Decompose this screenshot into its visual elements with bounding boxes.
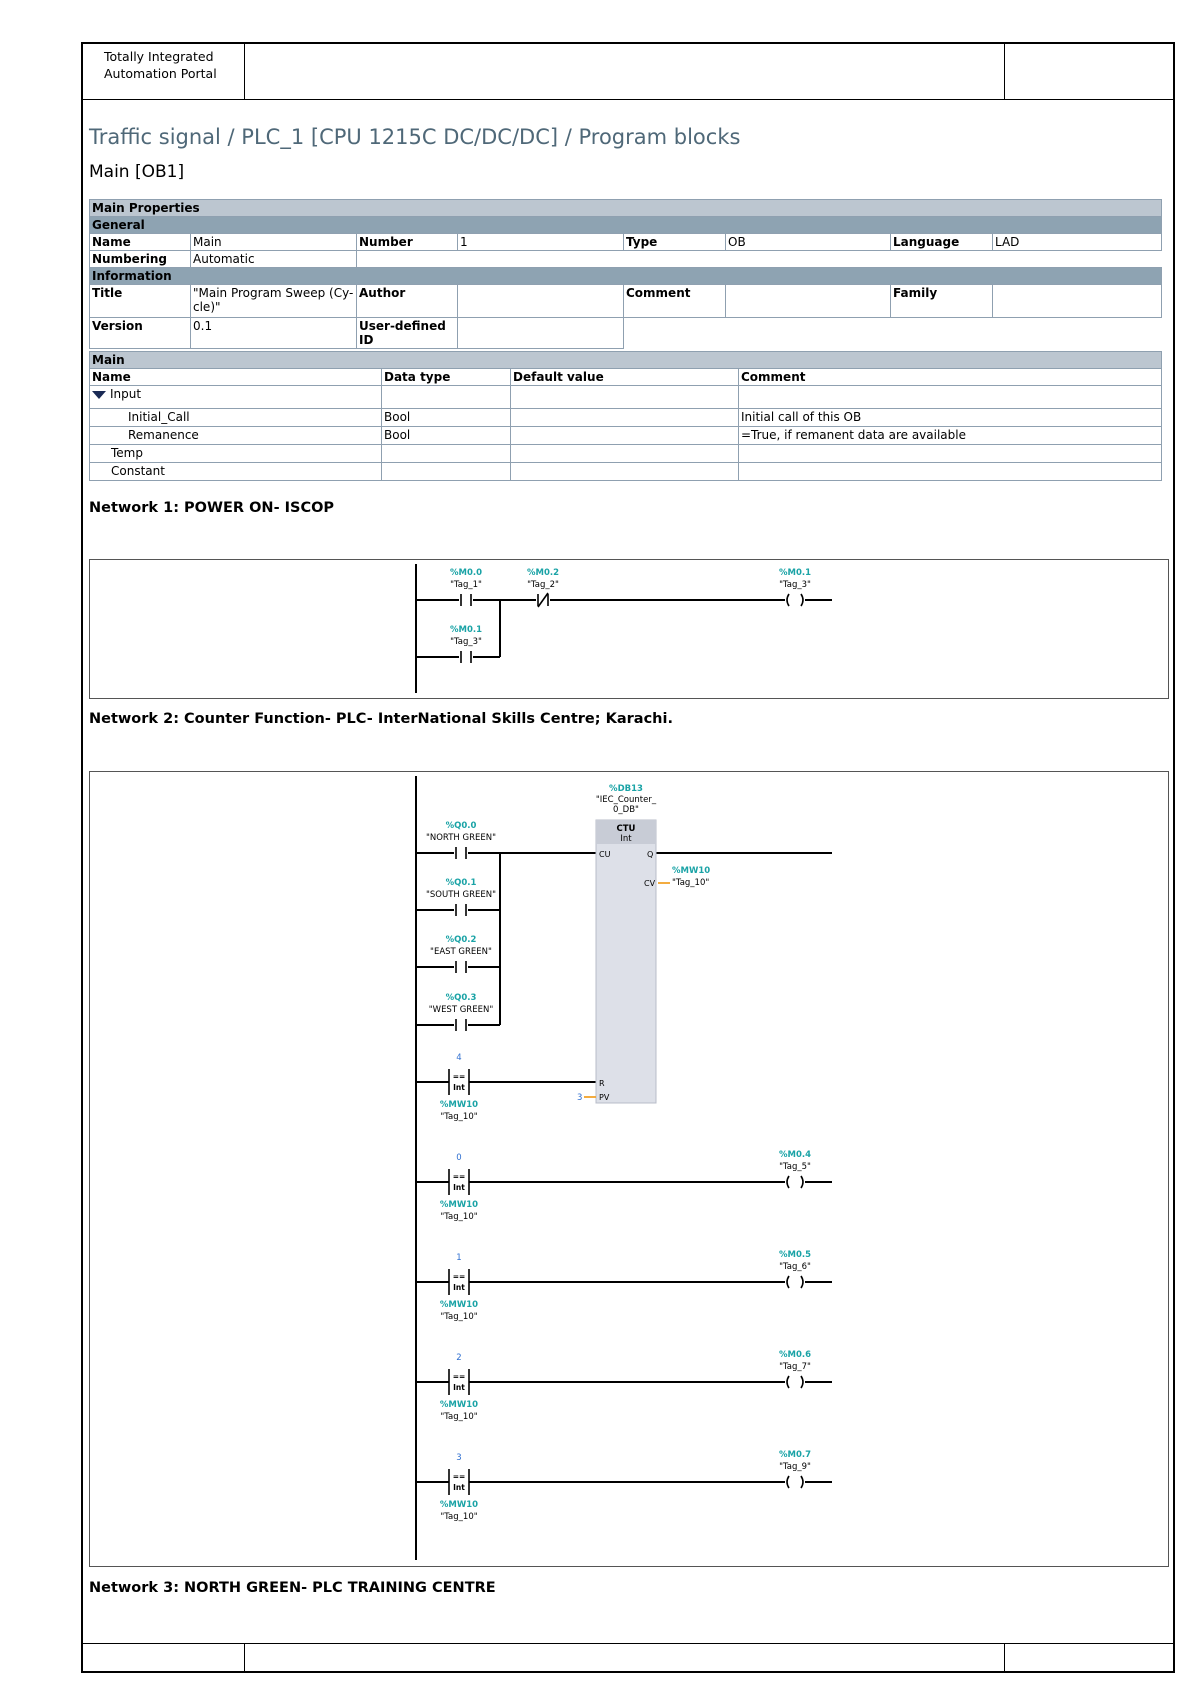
contact-address: %Q0.1 xyxy=(445,878,477,888)
compare-constant: 2 xyxy=(456,1353,462,1363)
coil-address: %M0.6 xyxy=(778,1350,812,1360)
ctu-cv-tag: "Tag_10" xyxy=(672,878,710,888)
compare-constant: 3 xyxy=(456,1453,462,1463)
row-name: Remanence xyxy=(90,427,382,445)
version-label: Version xyxy=(90,318,191,349)
ctu-db-tag-line1: "IEC_Counter_ xyxy=(595,795,657,805)
column-header-datatype: Data type xyxy=(382,369,511,386)
row-type: Bool xyxy=(382,409,511,427)
block-title: Main [OB1] xyxy=(89,162,185,182)
compare-operator: == xyxy=(452,1072,466,1081)
compare-operator: == xyxy=(452,1272,466,1281)
comment-label: Comment xyxy=(624,285,726,318)
coil-tag: "Tag_9" xyxy=(779,1462,811,1472)
network2-title: Network 2: Counter Function- PLC- InterNational Skills Centre; Karachi. xyxy=(89,711,673,727)
number-value: 1 xyxy=(458,234,624,251)
compare-tag: "Tag_10" xyxy=(440,1212,478,1222)
contact-2[interactable] xyxy=(456,961,466,973)
compare-operator: == xyxy=(452,1172,466,1181)
coil-2[interactable] xyxy=(787,1376,803,1388)
contact-tag: "EAST GREEN" xyxy=(430,947,492,957)
properties-section-header: Main Properties xyxy=(90,200,1162,217)
language-label: Language xyxy=(891,234,993,251)
author-label: Author xyxy=(357,285,458,318)
row-name: Temp xyxy=(90,445,382,463)
title-label: Title xyxy=(90,285,191,318)
type-label: Type xyxy=(624,234,726,251)
coil-address: %M0.5 xyxy=(778,1250,812,1260)
compare-type: Int xyxy=(453,1283,465,1292)
coil-tag: "Tag_6" xyxy=(779,1262,811,1272)
n1-contact1-tag: "Tag_1" xyxy=(450,580,482,590)
network1-title: Network 1: POWER ON- ISCOP xyxy=(89,500,335,516)
userid-label: User-defined ID xyxy=(357,318,458,349)
compare-tag: "Tag_10" xyxy=(440,1112,478,1122)
row-comment: =True, if remanent data are available xyxy=(739,427,1162,445)
compare-type: Int xyxy=(453,1383,465,1392)
compare-constant: 1 xyxy=(456,1253,462,1263)
compare-address: %MW10 xyxy=(439,1300,479,1310)
coil-address: %M0.7 xyxy=(778,1450,812,1460)
contact-1[interactable] xyxy=(456,904,466,916)
ctu-pin-r: R xyxy=(599,1079,605,1088)
contact-address: %Q0.0 xyxy=(445,821,477,831)
compare-tag: "Tag_10" xyxy=(440,1412,478,1422)
contact-3[interactable] xyxy=(456,1019,466,1031)
ctu-pv-value: 3 xyxy=(577,1093,583,1103)
compare-address: %MW10 xyxy=(439,1400,479,1410)
general-section-header: General xyxy=(90,217,1162,234)
compare-address: %MW10 xyxy=(439,1200,479,1210)
name-value: Main xyxy=(191,234,357,251)
compare-address: %MW10 xyxy=(439,1100,479,1110)
compare-tag: "Tag_10" xyxy=(440,1512,478,1522)
numbering-label: Numbering xyxy=(90,251,191,268)
title-value-line2: cle)" xyxy=(193,300,221,314)
numbering-value: Automatic xyxy=(191,251,357,268)
contact-address: %Q0.3 xyxy=(445,993,477,1003)
coil-tag: "Tag_5" xyxy=(779,1162,811,1172)
coil-0[interactable] xyxy=(787,1176,803,1188)
ctu-counter-block[interactable] xyxy=(596,820,656,1103)
row-type: Bool xyxy=(382,427,511,445)
ctu-db-address: %DB13 xyxy=(609,784,643,794)
contact-tag: "SOUTH GREEN" xyxy=(425,890,497,900)
column-header-default: Default value xyxy=(511,369,739,386)
ctu-db-tag-line2: 0_DB" xyxy=(613,805,639,815)
n1-contact2-address: %M0.2 xyxy=(526,568,560,578)
compare-tag: "Tag_10" xyxy=(440,1312,478,1322)
n1-contact3-address: %M0.1 xyxy=(449,625,483,635)
family-label: Family xyxy=(891,285,993,318)
contact-address: %Q0.2 xyxy=(445,935,477,945)
row-name: Constant xyxy=(90,463,382,481)
type-value: OB xyxy=(726,234,891,251)
row-name: Initial_Call xyxy=(90,409,382,427)
interface-section-header: Main xyxy=(90,352,1162,369)
n1-contact2-tag: "Tag_2" xyxy=(527,580,559,590)
compare-type: Int xyxy=(453,1483,465,1492)
compare-operator: == xyxy=(452,1472,466,1481)
n1-coil-address: %M0.1 xyxy=(778,568,812,578)
network3-title: Network 3: NORTH GREEN- PLC TRAINING CENTRE xyxy=(89,1580,496,1596)
compare-address: %MW10 xyxy=(439,1500,479,1510)
compare-operator: == xyxy=(452,1372,466,1381)
version-value: 0.1 xyxy=(191,318,357,349)
header-app-name-line1: Totally Integrated xyxy=(104,49,214,64)
ctu-pin-cv: CV xyxy=(644,879,656,888)
n1-coil-tag: "Tag_3" xyxy=(779,580,811,590)
row-name: Input xyxy=(110,387,142,401)
contact-tag: "NORTH GREEN" xyxy=(425,833,497,843)
column-header-comment: Comment xyxy=(739,369,1162,386)
contact-0[interactable] xyxy=(456,847,466,859)
ctu-title: CTU xyxy=(616,824,636,834)
coil-address: %M0.4 xyxy=(778,1150,812,1160)
compare-type: Int xyxy=(453,1083,465,1092)
header-app-name-line2: Automation Portal xyxy=(104,66,217,81)
language-value: LAD xyxy=(993,234,1162,251)
compare-constant: 4 xyxy=(456,1053,462,1063)
page-title: Traffic signal / PLC_1 [CPU 1215C DC/DC/DC] / Program blocks xyxy=(89,125,741,149)
ctu-type: Int xyxy=(620,834,632,844)
n1-contact1-address: %M0.0 xyxy=(449,568,483,578)
n1-contact3-tag: "Tag_3" xyxy=(450,637,482,647)
row-comment: Initial call of this OB xyxy=(739,409,1162,427)
name-label: Name xyxy=(90,234,191,251)
ctu-cv-address: %MW10 xyxy=(672,866,711,876)
ctu-pin-cu: CU xyxy=(599,850,611,859)
coil-3[interactable] xyxy=(787,1476,803,1488)
information-section-header: Information xyxy=(90,268,1162,285)
ctu-pin-pv: PV xyxy=(599,1093,610,1102)
contact-tag: "WEST GREEN" xyxy=(428,1005,494,1015)
number-label: Number xyxy=(357,234,458,251)
ctu-pin-q: Q xyxy=(647,850,654,859)
column-header-name: Name xyxy=(90,369,382,386)
compare-constant: 0 xyxy=(456,1153,462,1163)
compare-type: Int xyxy=(453,1183,465,1192)
coil-tag: "Tag_7" xyxy=(779,1362,811,1372)
coil-1[interactable] xyxy=(787,1276,803,1288)
title-value-line1: "Main Program Sweep (Cy- xyxy=(193,286,354,300)
